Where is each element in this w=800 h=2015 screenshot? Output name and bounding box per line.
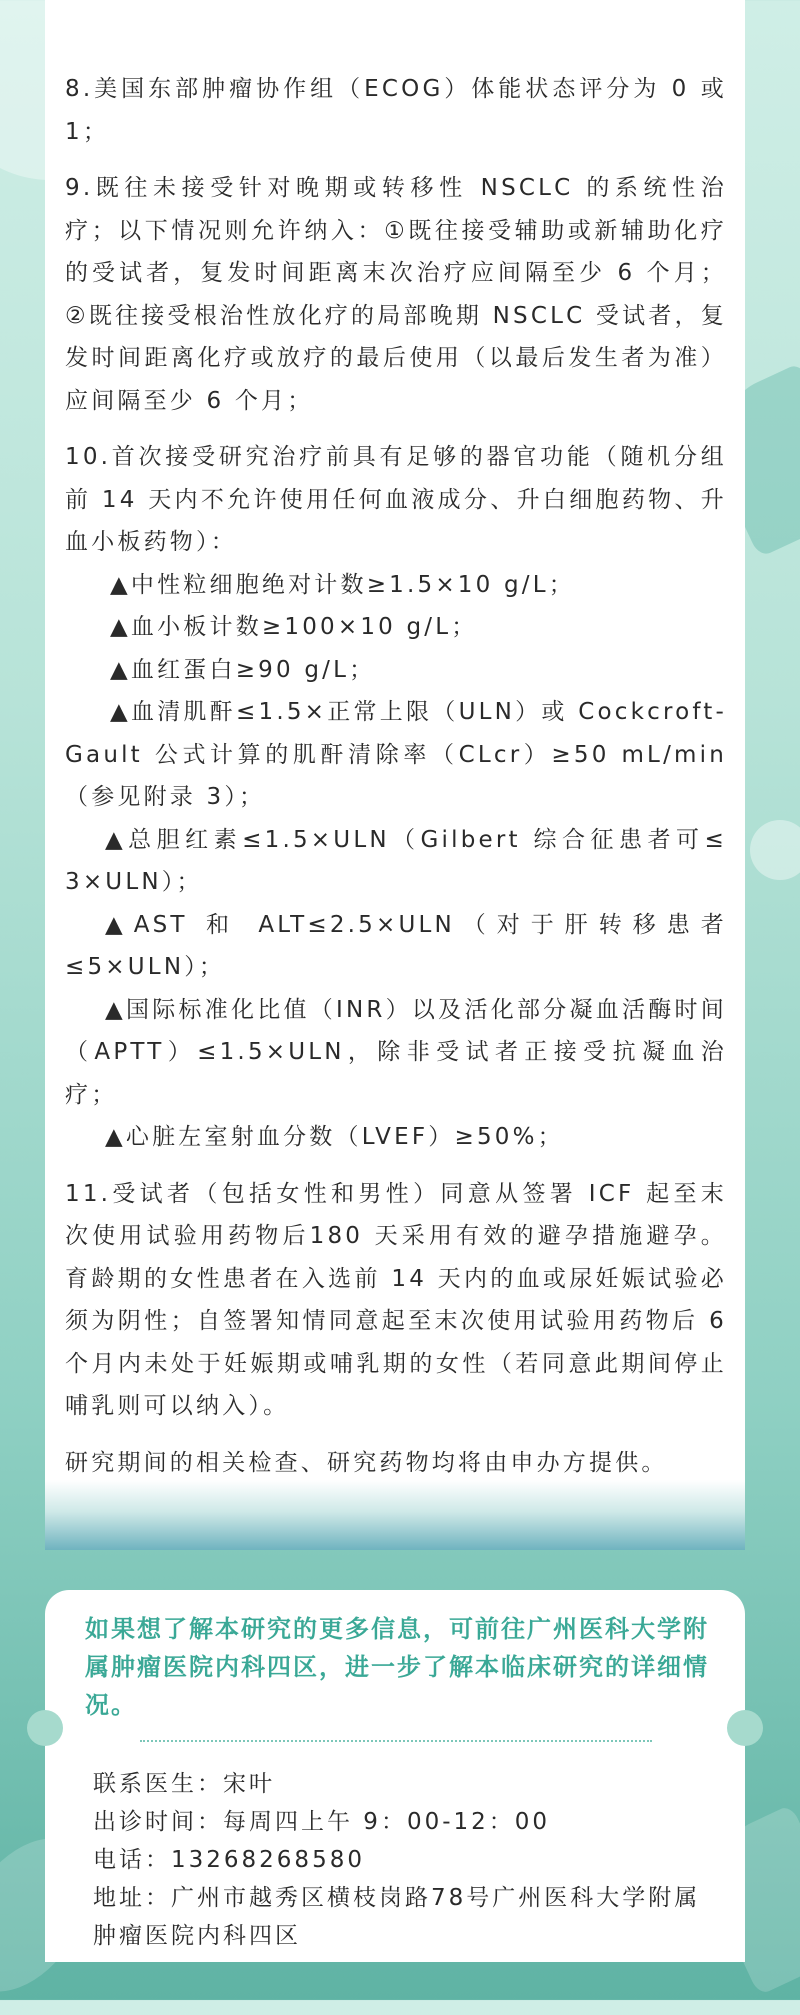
provision-note: 研究期间的相关检查、研究药物均将由申办方提供。 bbox=[65, 1449, 668, 1476]
organ-function-item: ▲AST 和 ALT≤2.5×ULN（对于肝转移患者≤5×ULN）； bbox=[65, 911, 727, 980]
panel-fade bbox=[45, 1480, 745, 1550]
more-info-text: 如果想了解本研究的更多信息，可前往广州医科大学附属肿瘤医院内科四区，进一步了解本临床研究的详细情况。 bbox=[85, 1615, 709, 1719]
organ-function-item: ▲中性粒细胞绝对计数≥1.5×10 g/L； bbox=[110, 571, 575, 598]
contact-info bbox=[93, 1765, 713, 1955]
criterion-9: 9.既往未接受针对晚期或转移性 NSCLC 的系统性治疗；以下情况则允许纳入：①既往接受辅助或新辅助化疗的受试者，复发时间距离末次治疗应间隔至少 6 个月；②既往接受根治性放化疗的局部晚期 NSCLC 受试者，复发时间距离化疗或放疗的最后使用（以最后发生者为准）应间隔至少 6 个月； bbox=[65, 175, 727, 414]
card-notch bbox=[727, 1710, 763, 1746]
contact-address: 地址：广州市越秀区横枝岗路78号广州医科大学附属肿瘤医院内科四区 bbox=[93, 1885, 701, 1949]
dotted-divider bbox=[140, 1740, 652, 1742]
contact-phone: 电话：13268268580 bbox=[93, 1847, 365, 1873]
card-notch bbox=[27, 1710, 63, 1746]
organ-function-item: ▲心脏左室射血分数（LVEF）≥50%； bbox=[105, 1124, 564, 1150]
organ-function-item: ▲血红蛋白≥90 g/L； bbox=[110, 656, 376, 683]
criteria-panel bbox=[45, 0, 745, 1550]
organ-function-item: ▲血清肌酐≤1.5×正常上限（ULN）或 Cockcroft-Gault 公式计算的肌酐清除率（CLcr）≥50 mL/min（参见附录 3）； bbox=[65, 699, 727, 810]
contact-doctor: 联系医生：宋叶 bbox=[93, 1771, 275, 1797]
criterion-10: 10.首次接受研究治疗前具有足够的器官功能（随机分组前 14 天内不允许使用任何血液成分、升白细胞药物、升血小板药物）： bbox=[65, 444, 727, 555]
organ-function-item: ▲国际标准化比值（INR）以及活化部分凝血活酶时间（APTT）≤1.5×ULN，除非受试者正接受抗凝血治疗； bbox=[65, 996, 727, 1108]
criterion-11: 11.受试者（包括女性和男性）同意从签署 ICF 起至末次使用试验用药物后180 天采用有效的避孕措施避孕。育龄期的女性患者在入选前 14 天内的血或尿妊娠试验必须为阴性；自签署知情同意起至末次使用试验用药物后 6 个月内未处于妊娠期或哺乳期的女性（若同意此期间停止哺乳则可以纳入）。 bbox=[65, 1180, 727, 1419]
criteria-list bbox=[65, 68, 727, 1498]
organ-function-item: ▲总胆红素≤1.5×ULN（Gilbert 综合征患者可≤ 3×ULN）； bbox=[65, 826, 727, 895]
contact-card bbox=[45, 1590, 745, 1962]
clinic-hours: 出诊时间：每周四上午 9：00-12：00 bbox=[93, 1809, 551, 1835]
criterion-8: 8.美国东部肿瘤协作组（ECOG）体能状态评分为 0 或 1； bbox=[65, 76, 727, 145]
decor-circle bbox=[750, 820, 800, 880]
organ-function-item: ▲血小板计数≥100×10 g/L； bbox=[110, 614, 478, 640]
